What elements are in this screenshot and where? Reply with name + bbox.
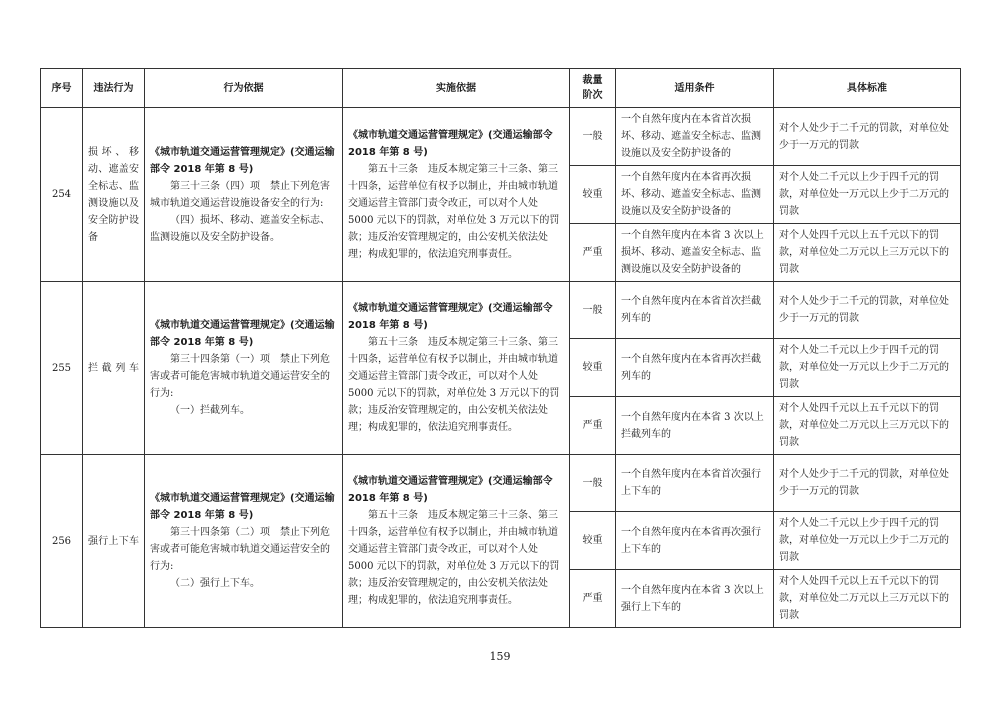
offense-cell: 损坏、移动、遮盖安全标志、监测设施以及安全防护设备 [83,108,145,282]
standard-cell: 对个人处四千元以上五千元以下的罚款，对单位处二万元以上三万元以下的罚款 [774,397,961,455]
level-cell: 一般 [570,282,616,339]
standard-cell: 对个人处少于二千元的罚款，对单位处少于一万元的罚款 [774,455,961,512]
basis-article-item: （二）强行上下车。 [170,578,260,589]
basis-regulation-title: 《城市轨道交通运营管理规定》(交通运输部令 2018 年第 8 号) [150,146,335,175]
level-cell: 较重 [570,512,616,570]
basis-article-text: 第三十四条第（一）项 禁止下列危害或者可能危害城市轨道交通运营安全的行为: [150,354,330,399]
impl-regulation-title: 《城市轨道交通运营管理规定》(交通运输部令 2018 年第 8 号) [348,476,553,504]
basis-article-text: 第三十三条（四）项 禁止下列危害城市轨道交通运营设施设备安全的行为: [150,180,330,209]
basis-regulation-title: 《城市轨道交通运营管理规定》(交通运输部令 2018 年第 8 号) [150,493,335,521]
condition-cell: 一个自然年度内在本省 3 次以上强行上下车的 [616,570,774,628]
level-cell: 较重 [570,166,616,224]
standard-cell: 对个人处二千元以上少于四千元的罚款，对单位处一万元以上少于二万元的罚款 [774,512,961,570]
condition-cell: 一个自然年度内在本省再次强行上下车的 [616,512,774,570]
table-row [41,108,961,166]
table-header-row [41,69,961,108]
header-implementation-basis: 实施依据 [343,69,570,108]
behavior-basis-cell [145,108,343,282]
basis-regulation-title: 《城市轨道交通运营管理规定》(交通运输部令 2018 年第 8 号) [150,320,335,348]
condition-cell: 一个自然年度内在本省首次强行上下车的 [616,455,774,512]
level-cell: 一般 [570,455,616,512]
page-number: 159 [489,650,511,663]
implementation-basis-cell [343,455,570,628]
standard-cell: 对个人处四千元以上五千元以下的罚款，对单位处二万元以上三万元以下的罚款 [774,224,961,282]
header-offense: 违法行为 [83,69,145,108]
header-discretion-level: 裁量 阶次 [570,69,616,108]
serial-number-cell: 254 [41,108,83,282]
impl-article-text: 第五十三条 违反本规定第三十三条、第三十四条，运营单位有权予以制止，并由城市轨道交通运营主管部门责令改正，可以对个人处 5000 元以下的罚款，对单位处 3 万元以下的罚款；违反治安管理规定的，由公安机关依法处理；构成犯罪的，依法追究刑事责任。 [348,337,560,433]
header-serial-number: 序号 [41,69,83,108]
impl-regulation-title: 《城市轨道交通运营管理规定》(交通运输部令 2018 年第 8 号) [348,303,553,331]
offense-cell: 拦截列车 [83,282,145,455]
serial-number-cell: 256 [41,455,83,628]
standard-cell: 对个人处二千元以上少于四千元的罚款，对单位处一万元以上少于二万元的罚款 [774,339,961,397]
basis-article-item: （一）拦截列车。 [170,405,250,416]
serial-number-cell: 255 [41,282,83,455]
table-row [41,455,961,512]
condition-cell: 一个自然年度内在本省首次拦截列车的 [616,282,774,339]
behavior-basis-cell [145,455,343,628]
level-cell: 严重 [570,397,616,455]
basis-article-item: （四）损坏、移动、遮盖安全标志、监测设施以及安全防护设备。 [150,214,330,243]
standard-cell: 对个人处少于二千元的罚款，对单位处少于一万元的罚款 [774,282,961,339]
condition-cell: 一个自然年度内在本省首次损坏、移动、遮盖安全标志、监测设施以及安全防护设备的 [616,108,774,166]
behavior-basis-cell [145,282,343,455]
penalty-discretion-table [40,68,961,628]
implementation-basis-cell [343,282,570,455]
condition-cell: 一个自然年度内在本省 3 次以上拦截列车的 [616,397,774,455]
level-cell: 严重 [570,570,616,628]
impl-article-text: 第五十三条 违反本规定第三十三条、第三十四条，运营单位有权予以制止，并由城市轨道交通运营主管部门责令改正，可以对个人处 5000 元以下的罚款，对单位处 3 万元以下的罚款；违反治安管理规定的，由公安机关依法处理；构成犯罪的，依法追究刑事责任。 [348,510,560,606]
header-applicable-condition: 适用条件 [616,69,774,108]
table-row [41,282,961,339]
condition-cell: 一个自然年度内在本省 3 次以上损坏、移动、遮盖安全标志、监测设施以及安全防护设备的 [616,224,774,282]
standard-cell: 对个人处四千元以上五千元以下的罚款，对单位处二万元以上三万元以下的罚款 [774,570,961,628]
basis-article-text: 第三十四条第（二）项 禁止下列危害或者可能危害城市轨道交通运营安全的行为: [150,527,330,572]
level-cell: 严重 [570,224,616,282]
condition-cell: 一个自然年度内在本省再次拦截列车的 [616,339,774,397]
level-cell: 一般 [570,108,616,166]
level-cell: 较重 [570,339,616,397]
impl-regulation-title: 《城市轨道交通运营管理规定》(交通运输部令 2018 年第 8 号) [348,129,553,158]
header-behavior-basis: 行为依据 [145,69,343,108]
impl-article-text: 第五十三条 违反本规定第三十三条、第三十四条，运营单位有权予以制止，并由城市轨道交通运营主管部门责令改正，可以对个人处 5000 元以下的罚款，对单位处 3 万元以下的罚款；违反治安管理规定的，由公安机关依法处理；构成犯罪的，依法追究刑事责任。 [348,163,560,260]
header-specific-standard: 具体标准 [774,69,961,108]
standard-cell: 对个人处少于二千元的罚款，对单位处少于一万元的罚款 [774,108,961,166]
offense-cell: 强行上下车 [83,455,145,628]
condition-cell: 一个自然年度内在本省再次损坏、移动、遮盖安全标志、监测设施以及安全防护设备的 [616,166,774,224]
standard-cell: 对个人处二千元以上少于四千元的罚款，对单位处一万元以上少于二万元的罚款 [774,166,961,224]
implementation-basis-cell [343,108,570,282]
